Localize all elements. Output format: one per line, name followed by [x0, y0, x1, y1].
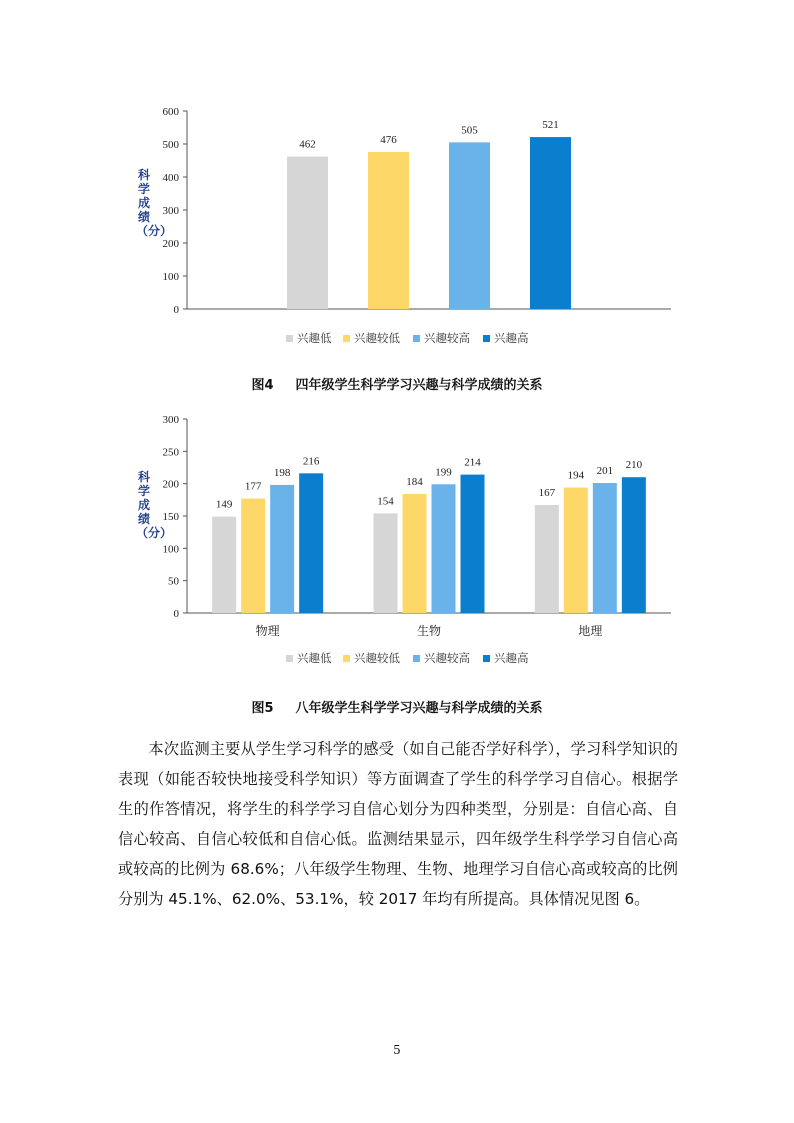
chart1-legend-label: 兴趣高 [494, 331, 529, 345]
chart2-category-label: 生物 [416, 624, 442, 638]
chart1-tick-label: 0 [173, 304, 179, 316]
chart2-tick-label: 0 [173, 608, 179, 620]
chart2-bar [374, 513, 398, 613]
chart2-data-label: 216 [302, 455, 320, 468]
chart2-bar [403, 494, 427, 613]
figure-5-chart [0, 400, 794, 680]
chart2-bar [593, 483, 617, 613]
chart2-legend-swatch [286, 655, 293, 662]
chart1-bar [449, 142, 490, 309]
chart2-tick-label: 200 [162, 478, 179, 491]
figure-5-caption [0, 697, 794, 716]
chart2-legend-swatch [343, 655, 350, 662]
page-number: 5 [393, 1043, 401, 1057]
figure-5-number: 图5 [251, 701, 274, 716]
chart2-bar [299, 473, 323, 613]
chart2-data-label: 184 [406, 476, 423, 489]
chart2-category-label: 地理 [578, 624, 603, 638]
chart2-bar [461, 475, 485, 613]
chart1-tick-label: 500 [162, 139, 179, 151]
chart2-bar [564, 488, 588, 613]
chart1-tick-label: 300 [162, 205, 179, 217]
chart1-data-label: 521 [542, 119, 559, 132]
chart1-tick-label: 400 [162, 172, 179, 184]
chart1-legend-label: 兴趣低 [297, 331, 332, 345]
chart1-bar [530, 137, 571, 309]
chart1-legend-label: 兴趣较高 [424, 331, 470, 345]
figure-4-number: 图4 [251, 378, 274, 393]
figure-4-chart [0, 0, 794, 360]
chart2-data-label: 154 [377, 495, 394, 508]
chart1-legend-swatch [343, 335, 350, 342]
chart2-data-label: 198 [273, 466, 291, 479]
chart1-legend-swatch [483, 335, 490, 342]
chart2-bar [535, 505, 559, 613]
chart2-data-label: 210 [625, 459, 643, 472]
chart2-bar [241, 499, 265, 613]
chart2-data-label: 177 [244, 480, 262, 493]
chart2-data-label: 214 [464, 456, 481, 469]
chart2-legend-label: 兴趣高 [494, 651, 529, 665]
chart1-data-label: 476 [380, 133, 397, 146]
chart2-tick-label: 50 [168, 575, 179, 588]
chart2-legend-label: 兴趣较低 [354, 651, 400, 665]
chart2-category-label: 物理 [255, 624, 280, 638]
chart2-legend-swatch [413, 655, 420, 662]
chart2-bar [622, 477, 646, 613]
chart2-tick-label: 100 [162, 543, 179, 556]
chart1-legend-swatch [286, 335, 293, 342]
figure-4-title: 四年级学生科学学习兴趣与科学成绩的关系 [295, 378, 543, 393]
chart2-legend-label: 兴趣低 [297, 651, 332, 665]
chart1-ylabel: 科学成绩（分） [136, 168, 173, 238]
figure-4-caption [0, 374, 794, 393]
chart2-data-label: 199 [435, 466, 452, 479]
chart2-legend-label: 兴趣较高 [424, 651, 470, 665]
chart1-legend-swatch [413, 335, 420, 342]
chart2-data-label: 201 [596, 465, 614, 478]
chart1-tick-label: 200 [162, 238, 179, 250]
chart1-tick-label: 600 [162, 106, 179, 118]
chart2-legend-swatch [483, 655, 490, 662]
chart2-ylabel: 科学成绩（分） [136, 470, 173, 540]
chart2-bar [432, 484, 456, 613]
chart1-tick-label: 100 [162, 271, 179, 283]
chart1-svg [0, 0, 794, 360]
figure-5-title: 八年级学生科学学习兴趣与科学成绩的关系 [295, 701, 543, 716]
chart1-data-label: 462 [299, 138, 316, 151]
chart2-tick-label: 150 [162, 511, 179, 523]
chart2-tick-label: 300 [162, 414, 179, 426]
body-paragraph: 本次监测主要从学生学习科学的感受（如自己能否学好科学），学习科学知识的表现（如能否较快地接受科学知识）等方面调查了学生的科学学习自信心。根据学生的作答情况，将学生的科学学习自信心划分为四种类型，分别是：自信心高、自信心较高、自信心较低和自信心低。监测结果显示，四年级学生科学学习自信心高或较高的比例为 68.6%；八年级学生物理、生物、地理学习自信心高或较高的比例分别为 45.1%、62.0%、53.1%，较 2017 年均有所提高。具体情况见图 6。 [118, 740, 678, 908]
chart2-data-label: 194 [567, 469, 585, 482]
chart2-bar [270, 485, 294, 613]
chart2-tick-label: 250 [162, 446, 179, 459]
chart1-bar [368, 152, 409, 309]
chart1-bar [287, 157, 328, 309]
chart2-data-label: 149 [215, 498, 233, 511]
chart1-legend-label: 兴趣较低 [354, 331, 400, 345]
chart2-bar [212, 517, 236, 613]
chart2-data-label: 167 [538, 487, 556, 500]
chart1-data-label: 505 [461, 124, 478, 137]
chart2-svg [0, 400, 794, 680]
